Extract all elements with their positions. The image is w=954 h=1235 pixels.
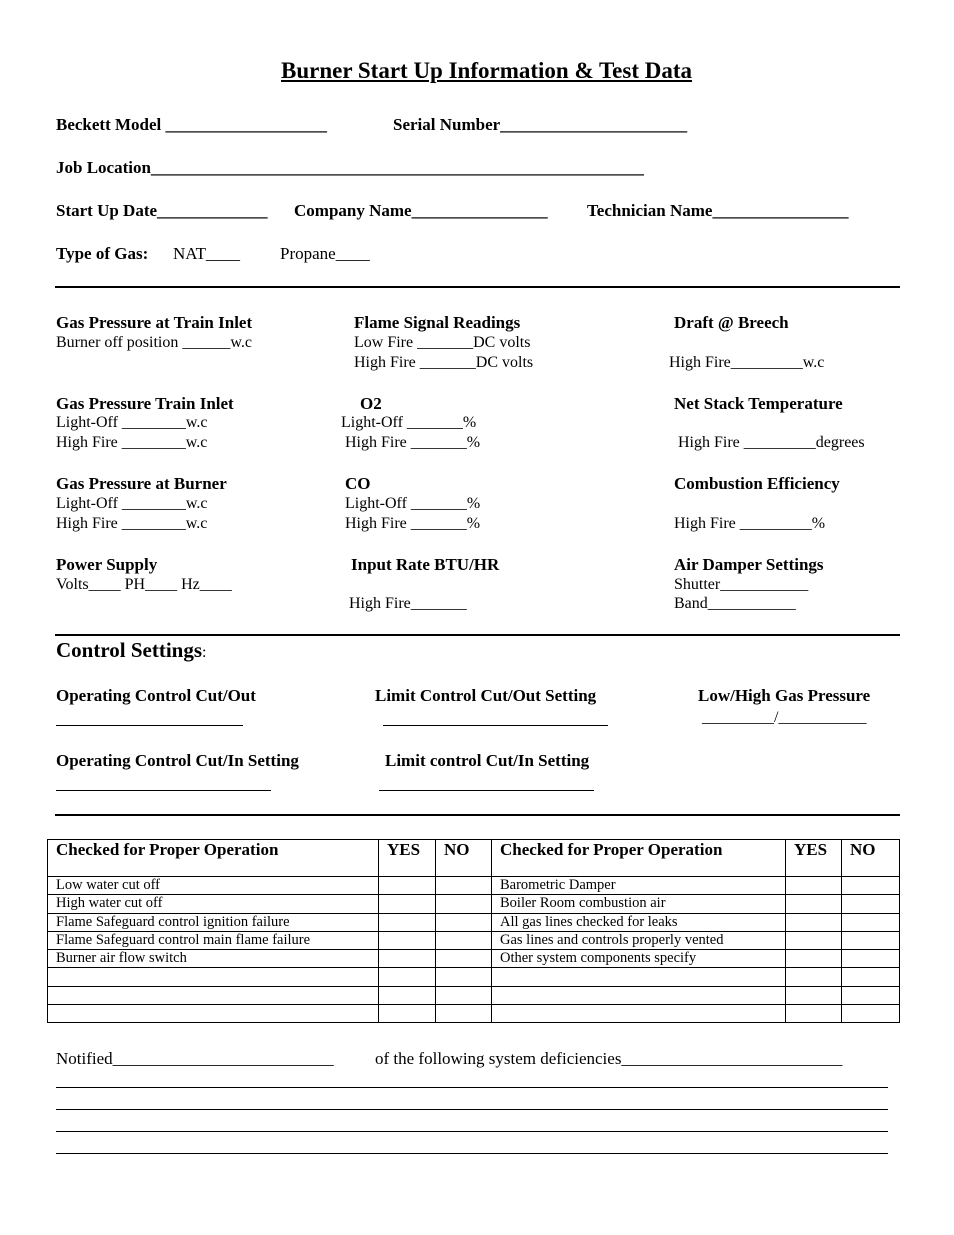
power-supply-heading: Power Supply [56, 555, 158, 574]
no-header: NO [842, 840, 900, 877]
section-divider [55, 814, 900, 816]
type-of-gas-label: Type of Gas: [56, 244, 149, 263]
yes-cell[interactable] [379, 877, 436, 895]
yes-cell[interactable] [379, 931, 436, 949]
no-cell[interactable] [436, 931, 492, 949]
start-up-date-field[interactable]: Start Up Date_____________ [56, 201, 268, 220]
co-heading: CO [345, 474, 371, 493]
checklist-item[interactable] [48, 1005, 379, 1023]
op-cut-out-label: Operating Control Cut/Out [56, 686, 256, 705]
yes-cell[interactable] [379, 895, 436, 913]
stack-temp-high-fire-field[interactable]: High Fire _________degrees [678, 434, 865, 451]
limit-cut-in-label: Limit control Cut/In Setting [385, 751, 590, 770]
no-cell[interactable] [436, 968, 492, 986]
yes-header: YES [786, 840, 842, 877]
deficiency-line[interactable] [56, 1087, 888, 1088]
page-title: Burner Start Up Information & Test Data [281, 58, 693, 83]
op-cut-out-blank[interactable] [56, 725, 243, 726]
job-location-field[interactable]: Job Location__________________________________________________________ [56, 158, 644, 177]
no-header: NO [436, 840, 492, 877]
table-row [48, 913, 900, 931]
low-high-gas-field[interactable]: _________/___________ [702, 709, 867, 726]
table-row [48, 877, 900, 895]
yes-cell[interactable] [379, 986, 436, 1004]
co-light-off-field[interactable]: Light-Off _______% [345, 495, 481, 512]
no-cell[interactable] [436, 913, 492, 931]
net-stack-temp-heading: Net Stack Temperature [674, 394, 843, 413]
op-cut-in-blank[interactable] [56, 790, 271, 791]
no-cell[interactable] [842, 986, 900, 1004]
checklist-item: Gas lines and controls properly vented [492, 931, 786, 949]
checklist-header-right: Checked for Proper Operation [492, 840, 786, 877]
checklist-item[interactable] [48, 986, 379, 1004]
table-row [48, 986, 900, 1004]
yes-cell[interactable] [786, 1005, 842, 1023]
serial-number-field[interactable]: Serial Number______________________ [393, 115, 688, 134]
checklist-header-left: Checked for Proper Operation [48, 840, 379, 877]
yes-cell[interactable] [786, 968, 842, 986]
gas-pressure-inlet-heading: Gas Pressure at Train Inlet [56, 313, 253, 332]
burner-high-fire-field[interactable]: High Fire ________w.c [56, 515, 208, 532]
limit-cut-in-blank[interactable] [379, 790, 594, 791]
yes-cell[interactable] [786, 950, 842, 968]
no-cell[interactable] [842, 968, 900, 986]
table-row [48, 950, 900, 968]
no-cell[interactable] [436, 1005, 492, 1023]
flame-signal-low-fire-field[interactable]: Low Fire _______DC volts [354, 334, 531, 351]
checklist-item: Low water cut off [48, 877, 379, 895]
checklist-table [47, 839, 900, 1023]
yes-cell[interactable] [786, 913, 842, 931]
efficiency-high-fire-field[interactable]: High Fire _________% [674, 515, 826, 532]
technician-name-field[interactable]: Technician Name________________ [587, 201, 849, 220]
checklist-header-row [48, 840, 900, 877]
yes-cell[interactable] [379, 950, 436, 968]
draft-high-fire-field[interactable]: High Fire_________w.c [669, 354, 825, 371]
deficiencies-field[interactable]: of the following system deficiencies__________________________ [375, 1049, 843, 1068]
deficiency-line[interactable] [56, 1153, 888, 1154]
control-settings-colon: : [202, 644, 207, 661]
draft-breech-heading: Draft @ Breech [674, 313, 789, 332]
checklist-item: Barometric Damper [492, 877, 786, 895]
yes-cell[interactable] [786, 986, 842, 1004]
no-cell[interactable] [842, 931, 900, 949]
checklist-item: High water cut off [48, 895, 379, 913]
gas-pressure-train-inlet-heading: Gas Pressure Train Inlet [56, 394, 234, 413]
propane-gas-field[interactable]: Propane____ [280, 244, 370, 263]
deficiency-line[interactable] [56, 1131, 888, 1132]
train-inlet-light-off-field[interactable]: Light-Off ________w.c [56, 414, 208, 431]
air-damper-band-field[interactable]: Band___________ [674, 595, 796, 612]
input-rate-heading: Input Rate BTU/HR [351, 555, 500, 574]
o2-heading: O2 [360, 394, 382, 413]
nat-gas-field[interactable]: NAT____ [173, 244, 241, 263]
no-cell[interactable] [436, 895, 492, 913]
table-row [48, 931, 900, 949]
no-cell[interactable] [842, 895, 900, 913]
section-divider [55, 286, 900, 288]
beckett-model-field[interactable]: Beckett Model ___________________ [56, 115, 328, 134]
no-cell[interactable] [436, 877, 492, 895]
burner-light-off-field[interactable]: Light-Off ________w.c [56, 495, 208, 512]
yes-cell[interactable] [786, 895, 842, 913]
yes-cell[interactable] [786, 931, 842, 949]
checklist-item: All gas lines checked for leaks [492, 913, 786, 931]
section-divider [55, 634, 900, 636]
air-damper-heading: Air Damper Settings [674, 555, 824, 574]
notified-field[interactable]: Notified__________________________ [56, 1049, 334, 1068]
checklist-item: Other system components specify [492, 950, 786, 968]
company-name-field[interactable]: Company Name________________ [294, 201, 548, 220]
checklist-item[interactable] [492, 968, 786, 986]
table-row [48, 1005, 900, 1023]
yes-cell[interactable] [786, 877, 842, 895]
no-cell[interactable] [842, 1005, 900, 1023]
train-inlet-high-fire-field[interactable]: High Fire ________w.c [56, 434, 208, 451]
input-rate-high-fire-field[interactable]: High Fire_______ [349, 595, 467, 612]
o2-light-off-field[interactable]: Light-Off _______% [341, 414, 477, 431]
burner-off-position-field[interactable]: Burner off position ______w.c [56, 334, 252, 351]
checklist-item: Burner air flow switch [48, 950, 379, 968]
yes-cell[interactable] [379, 968, 436, 986]
op-cut-in-label: Operating Control Cut/In Setting [56, 751, 299, 770]
no-cell[interactable] [436, 986, 492, 1004]
power-supply-field[interactable]: Volts____ PH____ Hz____ [56, 576, 232, 593]
gas-pressure-burner-heading: Gas Pressure at Burner [56, 474, 227, 493]
limit-cut-out-blank[interactable] [383, 725, 608, 726]
checklist-item[interactable] [48, 968, 379, 986]
checklist-item: Boiler Room combustion air [492, 895, 786, 913]
no-cell[interactable] [842, 950, 900, 968]
o2-high-fire-field[interactable]: High Fire _______% [345, 434, 481, 451]
no-cell[interactable] [842, 913, 900, 931]
deficiency-line[interactable] [56, 1109, 888, 1110]
co-high-fire-field[interactable]: High Fire _______% [345, 515, 481, 532]
checklist-item[interactable] [492, 986, 786, 1004]
flame-signal-high-fire-field[interactable]: High Fire _______DC volts [354, 354, 534, 371]
yes-cell[interactable] [379, 913, 436, 931]
low-high-gas-label: Low/High Gas Pressure [698, 686, 871, 705]
limit-cut-out-label: Limit Control Cut/Out Setting [375, 686, 597, 705]
control-settings-label: Control Settings [56, 638, 203, 662]
control-settings-heading [56, 640, 207, 661]
yes-header: YES [379, 840, 436, 877]
table-row [48, 895, 900, 913]
no-cell[interactable] [842, 877, 900, 895]
checklist-item[interactable] [492, 1005, 786, 1023]
table-row [48, 968, 900, 986]
checklist-item: Flame Safeguard control main flame failure [48, 931, 379, 949]
flame-signal-heading: Flame Signal Readings [354, 313, 521, 332]
air-damper-shutter-field[interactable]: Shutter___________ [674, 576, 809, 593]
no-cell[interactable] [436, 950, 492, 968]
checklist-item: Flame Safeguard control ignition failure [48, 913, 379, 931]
yes-cell[interactable] [379, 1005, 436, 1023]
combustion-efficiency-heading: Combustion Efficiency [674, 474, 840, 493]
